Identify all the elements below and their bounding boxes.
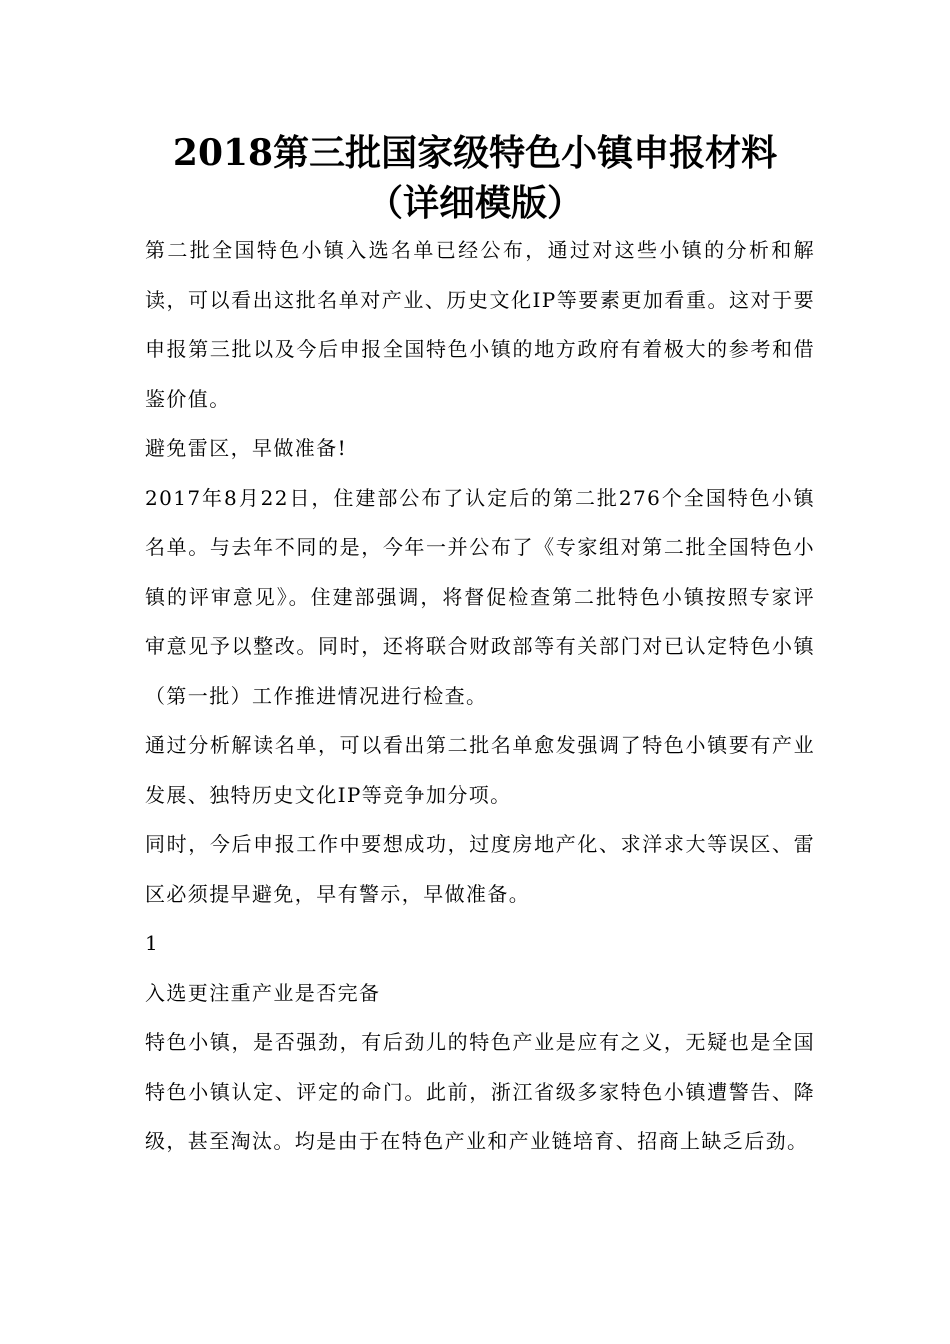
title-line-2: （详细模版） bbox=[366, 182, 583, 224]
title-line-1: 2018第三批国家级特色小镇申报材料 bbox=[172, 132, 778, 174]
paragraph-warning: 同时，今后申报工作中要想成功，过度房地产化、求洋求大等误区、雷区必须提早避免，早有警示，早做准备。 bbox=[145, 832, 815, 906]
section-number: 1 bbox=[145, 931, 160, 955]
paragraph-analysis: 通过分析解读名单，可以看出第二批名单愈发强调了特色小镇要有产业发展、独特历史文化IP等竞争加分项。 bbox=[145, 733, 815, 807]
paragraph-industry: 特色小镇，是否强劲，有后劲儿的特色产业是应有之义，无疑也是全国特色小镇认定、评定的命门。此前，浙江省级多家特色小镇遭警告、降级，甚至淘汰。均是由于在特色产业和产业链培育、招商上缺乏后劲。 bbox=[145, 1030, 815, 1153]
section-heading: 入选更注重产业是否完备 bbox=[145, 980, 381, 1005]
paragraph-intro: 第二批全国特色小镇入选名单已经公布，通过对这些小镇的分析和解读，可以看出这批名单对产业、历史文化IP等要素更加看重。这对于要申报第三批以及今后申报全国特色小镇的地方政府有着极大的参考和借鉴价值。 bbox=[145, 238, 815, 411]
document-title bbox=[0, 128, 950, 228]
document-body bbox=[145, 226, 815, 1167]
paragraph-avoid: 避免雷区，早做准备! bbox=[145, 436, 348, 460]
paragraph-announcement: 2017年8月22日，住建部公布了认定后的第二批276个全国特色小镇名单。与去年不同的是，今年一并公布了《专家组对第二批全国特色小镇的评审意见》。住建部强调，将督促检查第二批特色小镇按照专家评审意见予以整改。同时，还将联合财政部等有关部门对已认定特色小镇（第一批）工作推进情况进行检查。 bbox=[145, 485, 815, 708]
